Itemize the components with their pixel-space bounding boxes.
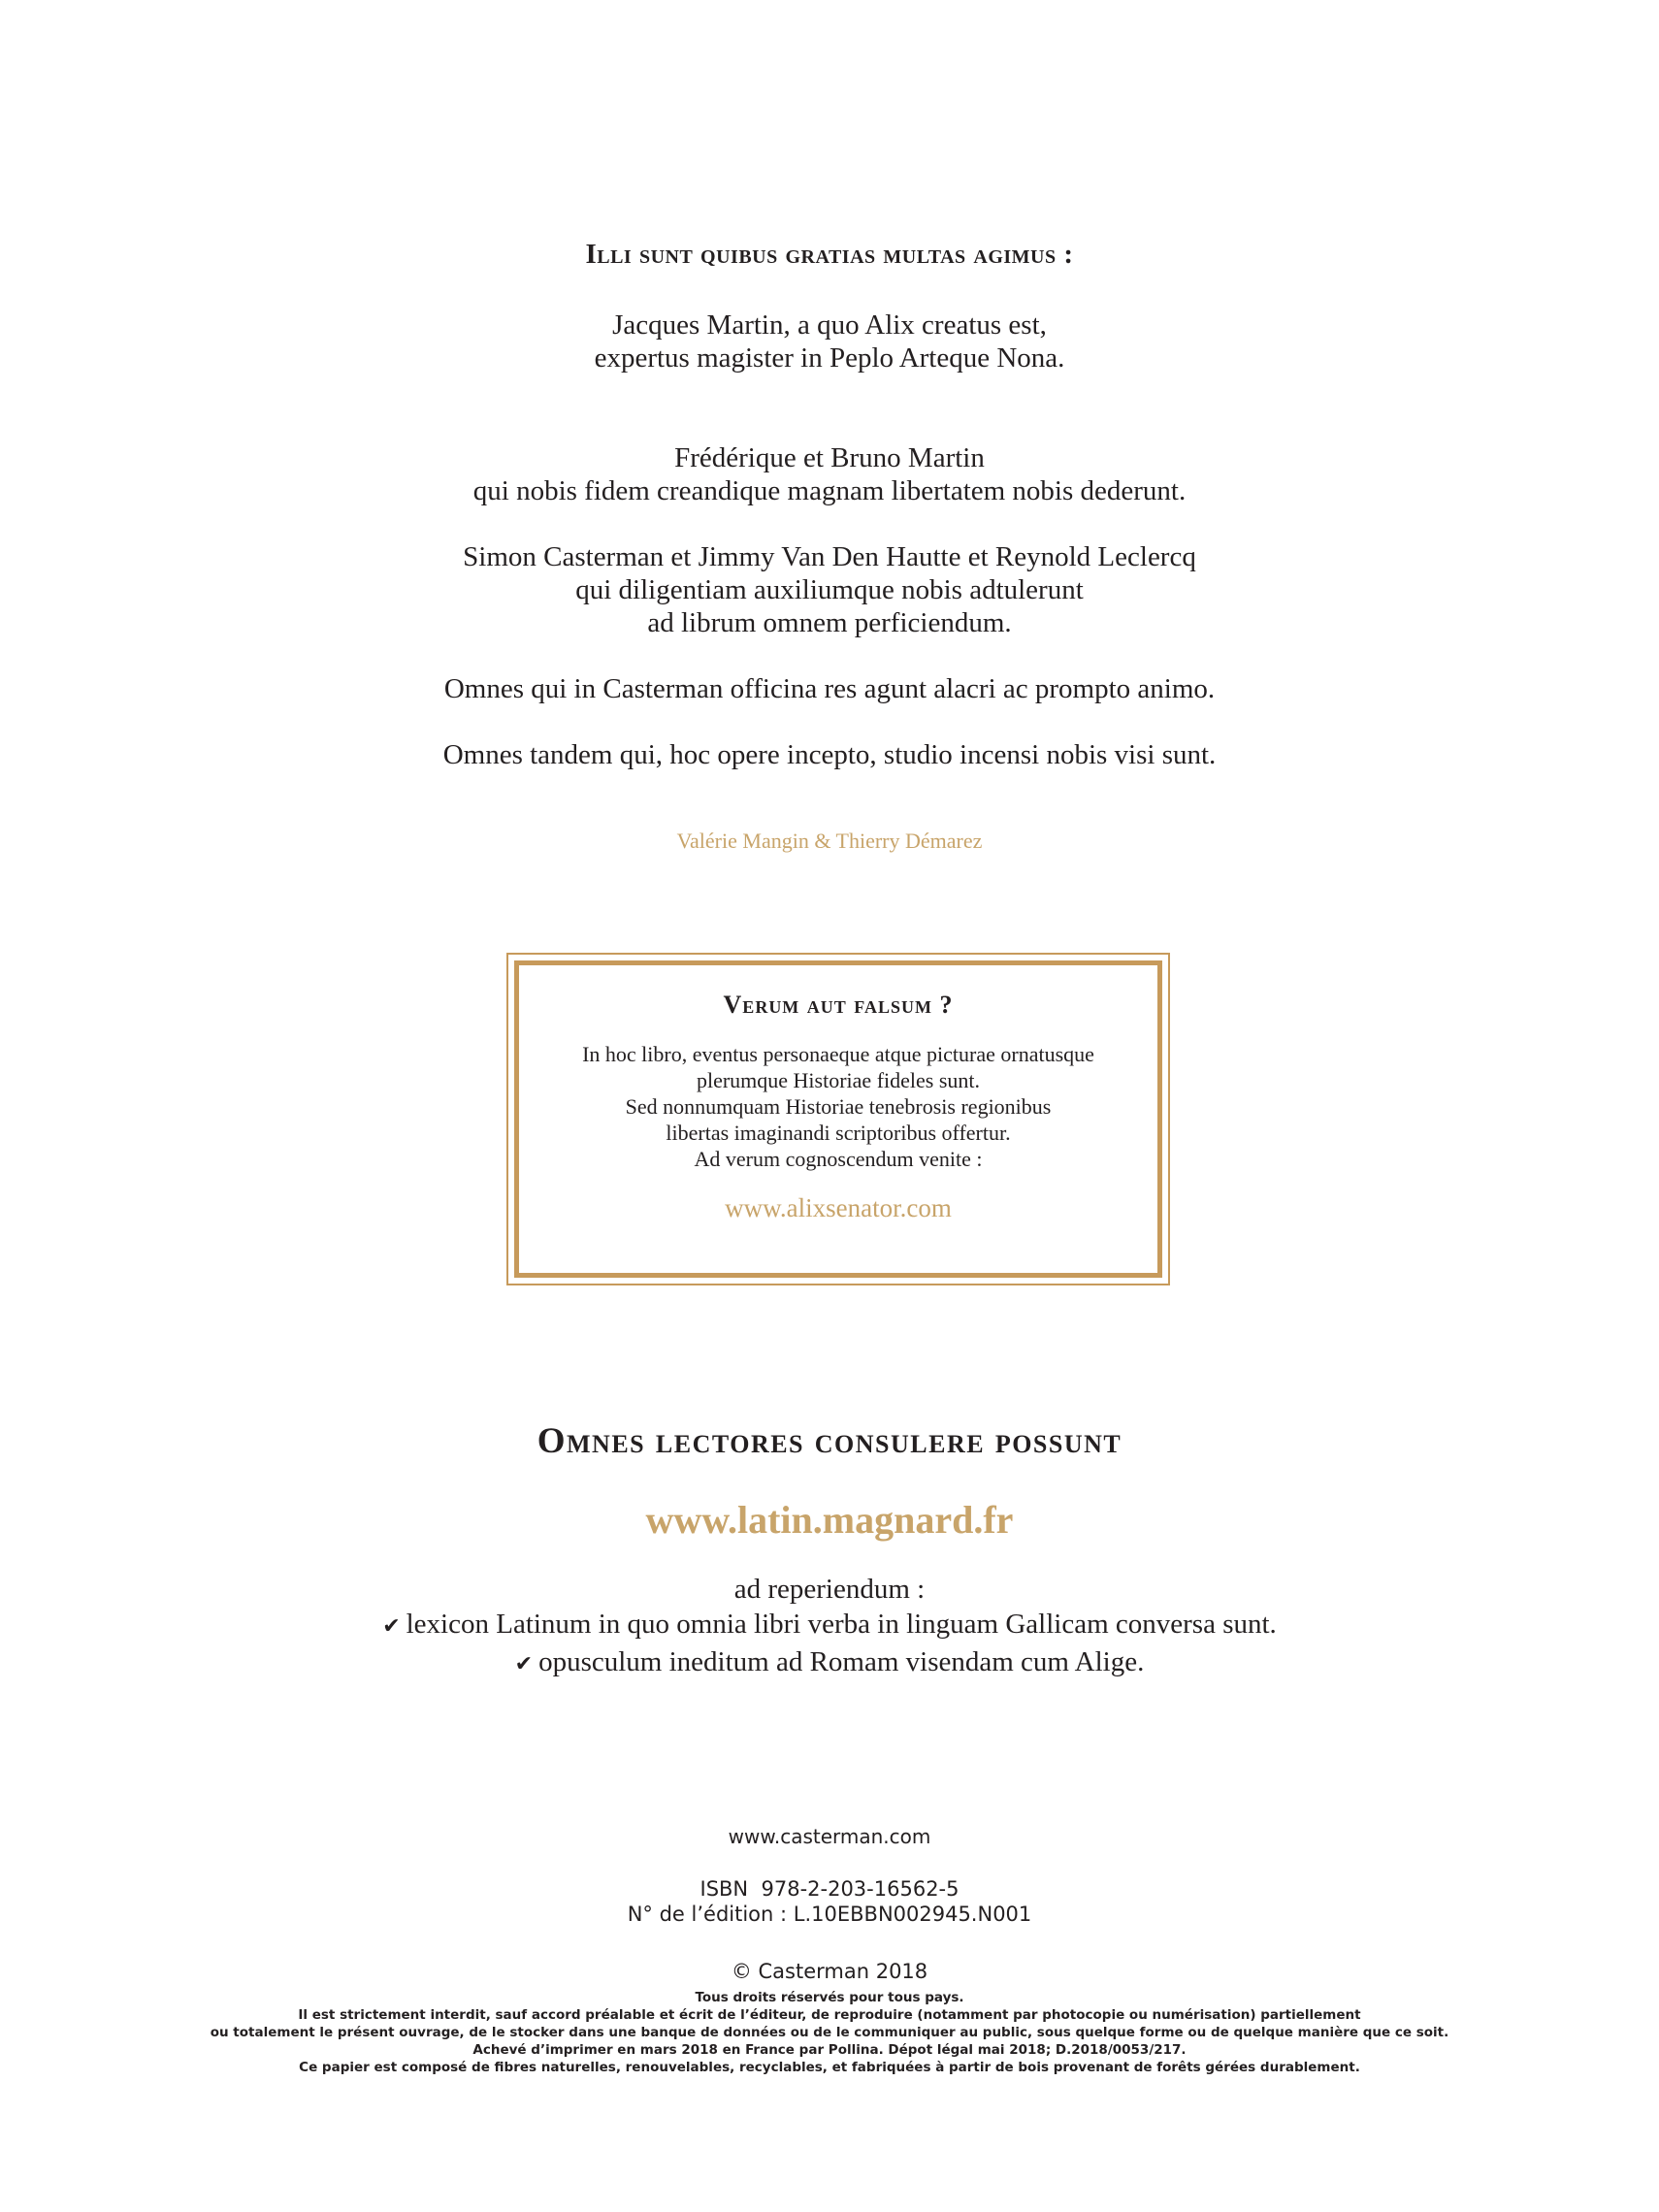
- acknowledgement-martin-family: [0, 441, 1659, 507]
- readers-resources: [0, 1572, 1659, 1682]
- legal-line: Achevé d’imprimer en mars 2018 en France par Pollina. Dépot légal mai 2018; D.2018/0053/217.: [472, 2042, 1187, 2058]
- acknowledgement-casterman-staff: Omnes qui in Casterman officina res agunt alacri ac prompto animo.: [443, 673, 1216, 704]
- ack-line: Frédérique et Bruno Martin: [674, 442, 985, 473]
- acknowledgement-supporters: Omnes tandem qui, hoc opere incepto, studio incensi nobis visi sunt.: [442, 739, 1217, 770]
- ack-line: Jacques Martin, a quo Alix creatus est,: [612, 309, 1047, 341]
- box-line: libertas imaginandi scriptoribus offertur.: [666, 1121, 1011, 1145]
- check-icon: ✔: [514, 1652, 534, 1676]
- acknowledgements-heading: Illi sunt quibus gratias multas agimus :: [585, 239, 1074, 270]
- list-item-text: opusculum ineditum ad Romam visendam cum Alige.: [538, 1646, 1145, 1677]
- ack-line: Simon Casterman et Jimmy Van Den Hautte et Reynold Leclercq: [463, 541, 1196, 572]
- box-title: Verum aut falsum ?: [723, 991, 954, 1019]
- box-inner-frame: [514, 960, 1162, 1278]
- copyright: © Casterman 2018: [731, 1960, 928, 1983]
- magnard-link[interactable]: www.latin.magnard.fr: [645, 1498, 1014, 1542]
- box-line: plerumque Historiae fideles sunt.: [696, 1068, 981, 1092]
- box-text: [519, 1041, 1157, 1172]
- readers-intro: ad reperiendum :: [733, 1574, 926, 1605]
- ack-line: qui nobis fidem creandique magnam libertatem nobis dederunt.: [472, 475, 1187, 506]
- ack-line: qui diligentiam auxiliumque nobis adtulerunt: [575, 574, 1084, 605]
- legal-line: Tous droits réservés pour tous pays.: [695, 1990, 964, 2005]
- list-item-text: lexicon Latinum in quo omnia libri verba in linguam Gallicam conversa sunt.: [406, 1609, 1277, 1640]
- legal-line: Ce papier est composé de fibres naturelles, renouvelables, recyclables, et fabriquées à partir de bois provenant de forêts gérées durablement.: [299, 2060, 1360, 2075]
- box-line: Sed nonnumquam Historiae tenebrosis regionibus: [625, 1094, 1052, 1119]
- ack-line: ad librum omnem perficiendum.: [647, 607, 1012, 638]
- legal-line: ou totalement le présent ouvrage, de le stocker dans une banque de données ou de le communiquer au public, sous quelque forme ou de quelque manière que ce soit.: [210, 2025, 1449, 2040]
- isbn: ISBN 978-2-203-16562-5: [699, 1877, 960, 1901]
- readers-heading: Omnes lectores consulere possunt: [537, 1421, 1122, 1461]
- legal-notice: [0, 1989, 1659, 2076]
- verum-aut-falsum-box: [506, 953, 1170, 1285]
- check-icon: ✔: [382, 1614, 401, 1639]
- legal-line: Il est strictement interdit, sauf accord préalable et écrit de l’éditeur, de reproduire (notamment par photocopie ou numérisation) partiellement: [298, 2007, 1361, 2023]
- authors-signature: Valérie Mangin & Thierry Démarez: [676, 829, 983, 853]
- acknowledgement-casterman-team: [0, 540, 1659, 639]
- list-item: [0, 1644, 1659, 1682]
- alixsenator-link[interactable]: www.alixsenator.com: [725, 1193, 952, 1222]
- list-item: [0, 1607, 1659, 1644]
- box-line: In hoc libro, eventus personaeque atque picturae ornatusque: [582, 1042, 1094, 1066]
- acknowledgement-jacques-martin: [0, 309, 1659, 374]
- ack-line: expertus magister in Peplo Arteque Nona.: [594, 342, 1065, 374]
- casterman-link[interactable]: www.casterman.com: [728, 1825, 931, 1848]
- box-line: Ad verum cognoscendum venite :: [694, 1147, 983, 1171]
- edition-number: N° de l’édition : L.10EBBN002945.N001: [627, 1903, 1032, 1926]
